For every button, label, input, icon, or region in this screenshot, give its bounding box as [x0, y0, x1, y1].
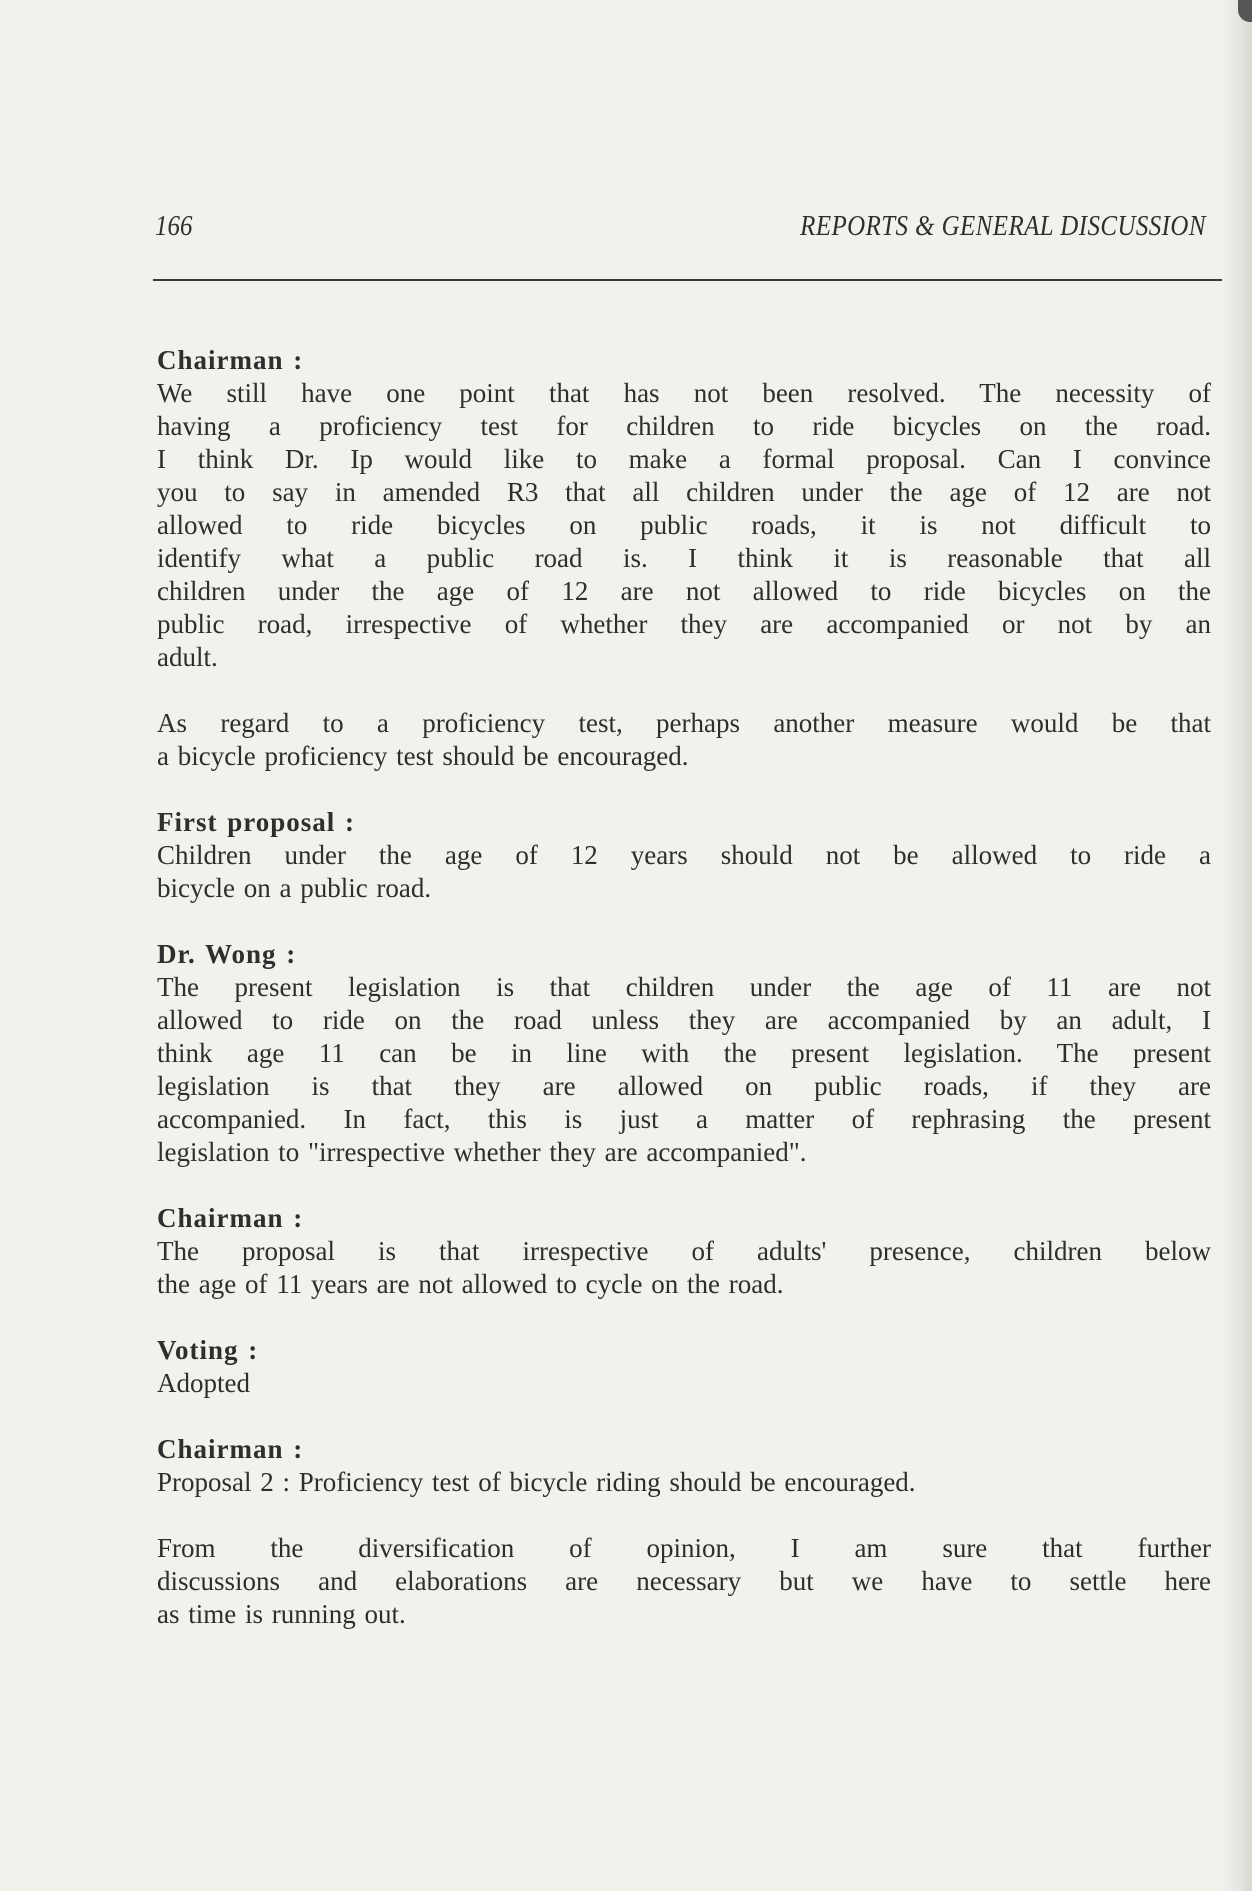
spacer: [157, 1301, 1211, 1334]
text-line: As regard to a proficiency test, perhaps another measure would be that: [157, 708, 1211, 738]
speaker-heading: Voting :: [157, 1335, 259, 1365]
text-line: you to say in amended R3 that all children under the age of 12 are not: [157, 477, 1211, 507]
text-line: I think Dr. Ip would like to make a formal proposal. Can I convince: [157, 444, 1211, 474]
spacer: [157, 674, 1211, 707]
text-line: Children under the age of 12 years should not be allowed to ride a: [157, 840, 1211, 870]
speaker-heading: Dr. Wong :: [157, 939, 297, 969]
spacer: [157, 1169, 1211, 1202]
speaker-heading: Chairman :: [157, 1434, 304, 1464]
speaker-heading: First proposal :: [157, 807, 356, 837]
speaker-heading: Chairman :: [157, 1203, 304, 1233]
text-line: Adopted: [157, 1368, 250, 1398]
text-line: allowed to ride on the road unless they are accompanied by an adult, I: [157, 1005, 1211, 1035]
text-line: allowed to ride bicycles on public roads, it is not difficult to: [157, 510, 1211, 540]
speaker-heading: Chairman :: [157, 345, 304, 375]
running-title: REPORTS & GENERAL DISCUSSION: [800, 210, 1206, 242]
text-line: having a proficiency test for children to ride bicycles on the road.: [157, 411, 1211, 441]
text-line: The proposal is that irrespective of adults' presence, children below: [157, 1236, 1211, 1266]
text-line: think age 11 can be in line with the present legislation. The present: [157, 1038, 1211, 1068]
text-line: discussions and elaborations are necessary but we have to settle here: [157, 1566, 1211, 1596]
spacer: [157, 1499, 1211, 1532]
text-line: children under the age of 12 are not allowed to ride bicycles on the: [157, 576, 1211, 606]
text-line: We still have one point that has not been resolved. The necessity of: [157, 378, 1211, 408]
spacer: [157, 905, 1211, 938]
text-line: Proposal 2 : Proficiency test of bicycle riding should be encouraged.: [157, 1467, 916, 1497]
text-line: a bicycle proficiency test should be encouraged.: [157, 741, 689, 771]
text-line: bicycle on a public road.: [157, 873, 432, 903]
text-line: accompanied. In fact, this is just a matter of rephrasing the present: [157, 1104, 1211, 1134]
text-line: legislation to "irrespective whether they are accompanied".: [157, 1137, 807, 1167]
text-line: identify what a public road is. I think it is reasonable that all: [157, 543, 1211, 573]
text-line: as time is running out.: [157, 1599, 406, 1629]
spacer: [157, 773, 1211, 806]
text-line: the age of 11 years are not allowed to cycle on the road.: [157, 1269, 784, 1299]
running-header: [155, 210, 1206, 246]
page-number: 166: [155, 210, 193, 242]
spacer: [157, 1400, 1211, 1433]
text-line: The present legislation is that children under the age of 11 are not: [157, 972, 1211, 1002]
text-line: adult.: [157, 642, 218, 672]
document-body: [157, 344, 1211, 1631]
text-line: public road, irrespective of whether they are accompanied or not by an: [157, 609, 1211, 639]
page-edge-shadow: [1222, 0, 1252, 1891]
text-line: From the diversification of opinion, I am sure that further: [157, 1533, 1211, 1563]
text-line: legislation is that they are allowed on public roads, if they are: [157, 1071, 1211, 1101]
header-rule: [153, 279, 1222, 281]
